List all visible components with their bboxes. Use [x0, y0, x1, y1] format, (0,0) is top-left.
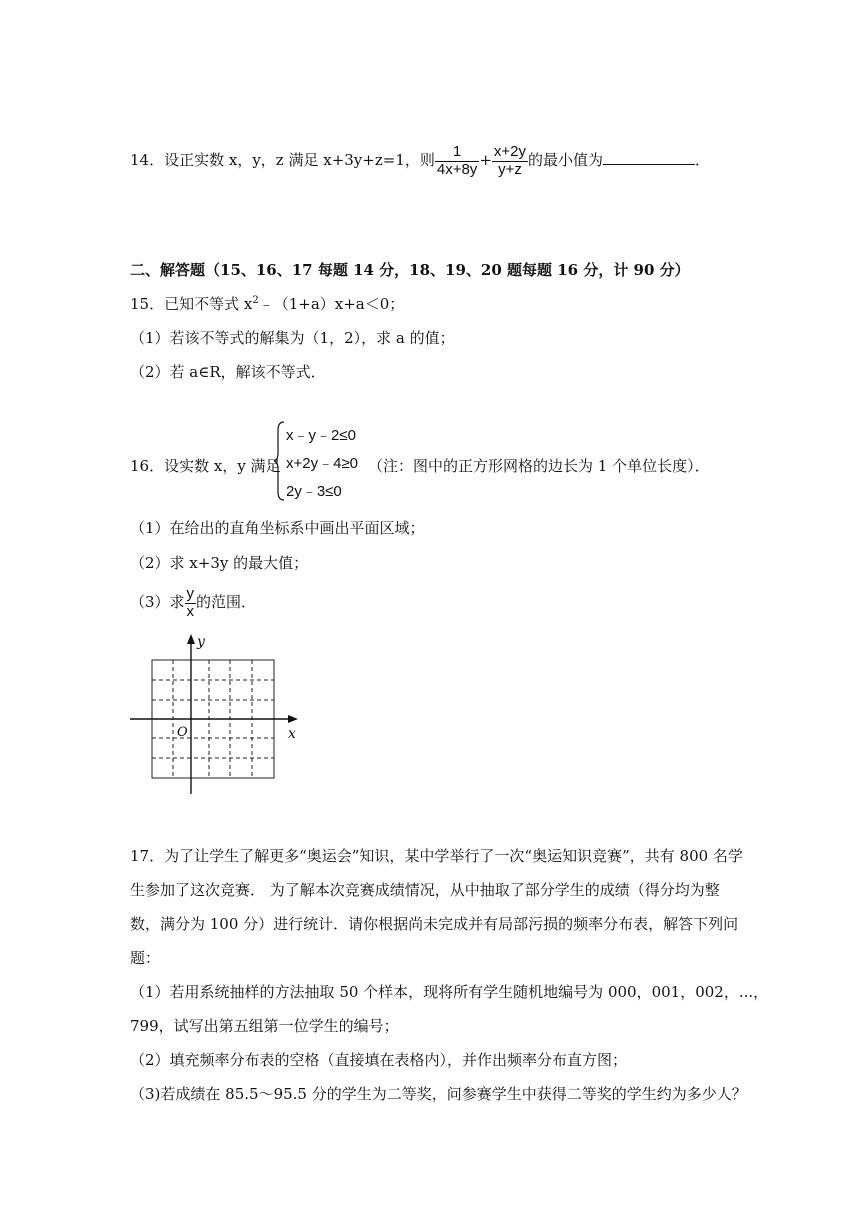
q16-inequality-system [274, 420, 370, 504]
q14-suffix: 的最小值为 [528, 151, 604, 169]
q16-prefix: 16．设实数 x，y 满足 [130, 457, 281, 475]
q16-part3-b: 的范围． [196, 593, 257, 611]
q15-stem-sup: 2 [252, 295, 259, 306]
q16-part3-numerator: y [186, 585, 195, 602]
q17-line-1: 17．为了让学生了解更多“奥运会”知识，某中学举行了一次“奥运知识竞赛”，共有 800 名学 [130, 847, 743, 865]
q14-answer-blank [603, 150, 695, 165]
origin-label: O [177, 725, 188, 740]
q16-part3-a: （3）求 [130, 593, 185, 611]
q14-frac1-denominator: 4x+8y [436, 160, 478, 178]
y-axis-arrow [187, 634, 195, 644]
q15-stem-a: 15．已知不等式 x [130, 295, 253, 313]
q14-frac2-numerator: x+2y [493, 143, 526, 160]
q17-part-3: （3)若成绩在 85.5～95.5 分的学生为二等奖，问参赛学生中获得二等奖的学生约为多少人？ [130, 1085, 747, 1103]
q16-part3-fraction [185, 586, 197, 620]
q16-part-3 [130, 582, 256, 622]
q14-frac1-numerator: 1 [435, 144, 479, 162]
q16-part3-denominator: x [186, 602, 195, 620]
x-axis-arrow [288, 715, 298, 723]
q16-ineq-3: 2y﹣3≤0 [286, 483, 342, 500]
q16-brace [274, 420, 286, 502]
q14-fraction-2 [492, 144, 528, 178]
section-2-heading: 二、解答题（15、16、17 每题 14 分，18、19、20 题每题 16 分，计 90 分） [130, 261, 690, 279]
q17-line-4: 题： [130, 949, 161, 967]
q17-line-3: 数，满分为 100 分）进行统计．请你根据尚未完成并有局部污损的频率分布表，解答下列问 [130, 915, 739, 933]
q16-ineq-1: x﹣y﹣2≤0 [286, 427, 356, 444]
q14-plus: + [479, 151, 492, 169]
q17-line-2: 生参加了这次竞赛． 为了解本次竞赛成绩情况，从中抽取了部分学生的成绩（得分均为整 [130, 881, 720, 899]
x-axis-label: x [288, 726, 296, 742]
q14-frac2-denominator: y+z [498, 160, 522, 178]
q15-part-1: （1）若该不等式的解集为（1，2），求 a 的值； [130, 329, 455, 347]
y-axis-label: y [197, 634, 205, 650]
q16-part-1: （1）在给出的直角坐标系中画出平面区域； [130, 519, 425, 537]
q14-prefix: 14．设正实数 x，y，z 满足 x+3y+z=1，则 [130, 151, 435, 169]
question-15-stem [130, 293, 404, 314]
q16-part-2: （2）求 x+3y 的最大值； [130, 554, 309, 572]
q16-ineq-2: x+2y﹣4≥0 [286, 455, 359, 472]
q14-end: ． [695, 151, 711, 169]
coordinate-grid-figure [128, 628, 308, 798]
q17-part-1-a: （1）若用系统抽样的方法抽取 50 个样本，现将所有学生随机地编号为 000，001，002，...， [130, 983, 769, 1001]
question-14 [130, 140, 710, 180]
q14-fraction-1 [435, 144, 479, 178]
q17-part-2: （2）填充频率分布表的空格（直接填在表格内），并作出频率分布直方图； [130, 1051, 628, 1069]
q17-part-1-b: 799，试写出第五组第一位学生的编号； [130, 1017, 399, 1035]
q16-note: （注：图中的正方形网格的边长为 1 个单位长度）． [368, 457, 710, 475]
q15-part-2: （2）若 a∈R，解该不等式． [130, 363, 326, 381]
q15-stem-b: ﹣（1+a）x+a＜0； [258, 295, 405, 313]
